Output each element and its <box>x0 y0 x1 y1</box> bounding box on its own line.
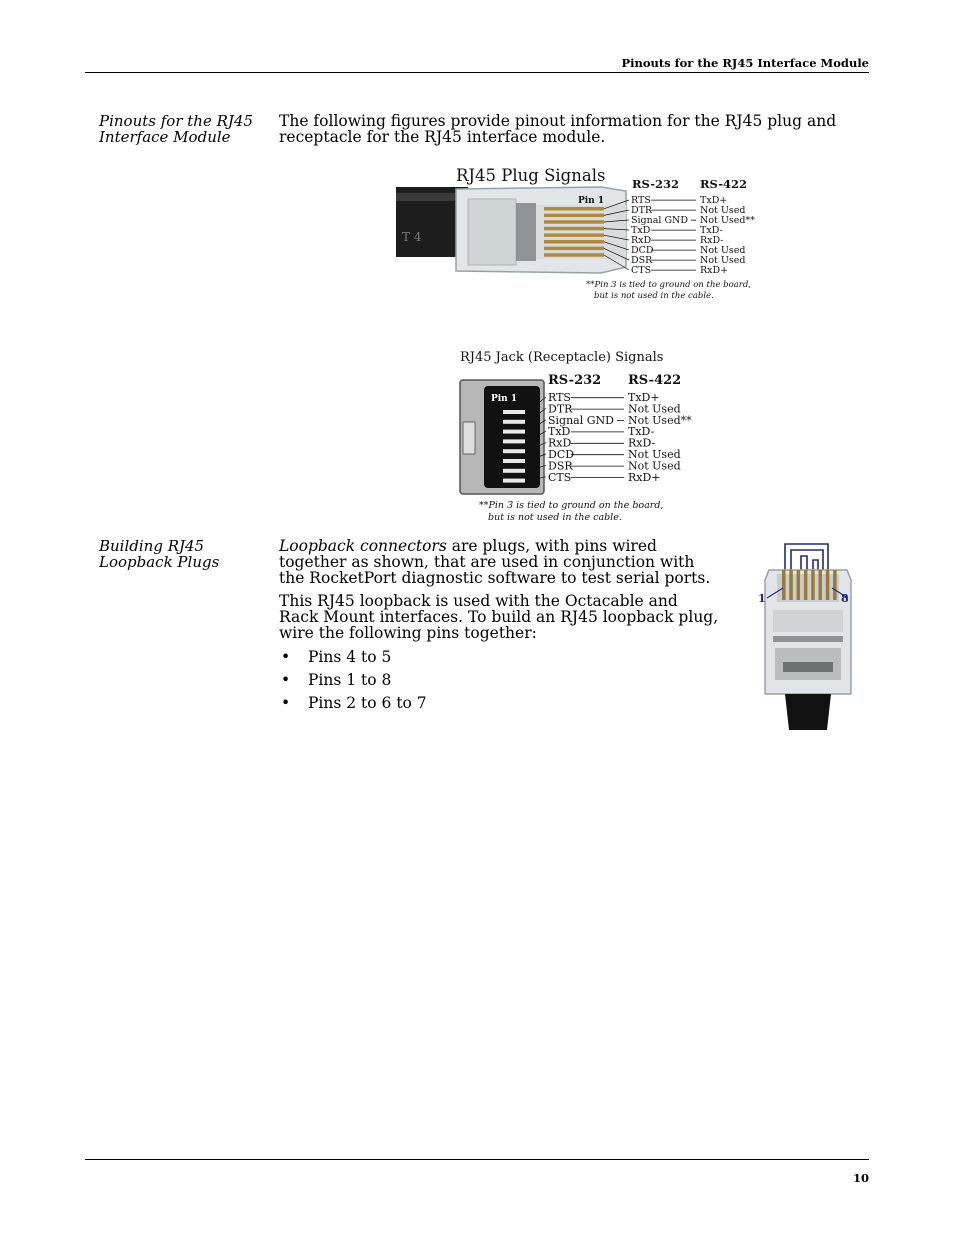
plug-contact <box>544 214 604 218</box>
signal-rs232: DCD <box>548 448 575 461</box>
header-rule <box>85 72 869 73</box>
loopback-contact <box>819 570 823 600</box>
signal-rs232: Signal GND <box>548 413 614 427</box>
jack-col-rs422: RS-422 <box>628 373 682 388</box>
loopback-contact <box>789 570 793 600</box>
section-heading-pinouts <box>99 113 253 145</box>
jack-pin1-label: Pin 1 <box>491 394 518 404</box>
plug-figure-title: RJ45 Plug Signals <box>456 166 606 185</box>
signal-rs232: DCD <box>631 245 654 256</box>
plug-pin1-label: Pin 1 <box>578 196 605 206</box>
jack-figure-title: RJ45 Jack (Receptacle) Signals <box>460 350 664 365</box>
plug-contact <box>544 233 604 237</box>
plug-note-line1: **Pin 3 is tied to ground on the board, <box>586 280 752 290</box>
jack-contact <box>503 430 525 434</box>
plug-col-rs422: RS-422 <box>700 177 748 191</box>
jack-contact <box>503 479 525 483</box>
pin-wiring-list <box>279 648 427 717</box>
loopback-contact <box>804 570 808 600</box>
signal-rs232: DSR <box>631 255 653 266</box>
signal-rs422: Not Used** <box>628 413 692 427</box>
plug-contact <box>544 247 604 251</box>
signal-rs422: Not Used <box>700 245 746 256</box>
jack-contact <box>503 459 525 463</box>
plug-contact <box>544 240 604 244</box>
plug-contact <box>544 207 604 211</box>
loopback-paragraph-1-text: are plugs, with pins wired together as shown, that are used in conjunction with the RocketPort diagnostic software to test serial ports. <box>279 537 711 587</box>
signal-rs422: TxD+ <box>700 195 728 206</box>
jack-contact <box>503 439 525 443</box>
signal-rs422: RxD- <box>628 436 656 450</box>
signal-rs232: DSR <box>548 459 573 473</box>
loopback-term: Loopback connectors <box>279 537 447 555</box>
signal-rs422: Not Used <box>628 459 681 473</box>
loopback-contact <box>811 570 815 600</box>
section-heading-line: Building RJ45 <box>99 537 205 555</box>
jack-contact <box>503 469 525 473</box>
jack-note-line1: **Pin 3 is tied to ground on the board, <box>479 500 664 511</box>
signal-rs232: TxD <box>631 225 651 236</box>
signal-rs422: TxD+ <box>628 391 660 404</box>
loopback-contact <box>797 570 801 600</box>
list-item: • Pins 1 to 8 <box>279 671 427 694</box>
loopback-plug-figure <box>755 540 860 732</box>
section-heading-loopback <box>99 538 219 570</box>
list-item: • Pins 2 to 6 to 7 <box>279 694 427 717</box>
plug-note-line2: but is not used in the cable. <box>594 291 714 301</box>
footer-rule <box>85 1159 869 1160</box>
loopback-contact <box>833 570 837 600</box>
signal-rs232: Signal GND <box>631 215 688 226</box>
signal-rs232: DTR <box>548 402 573 416</box>
section-heading-line: Pinouts for the RJ45 <box>99 112 253 130</box>
loopback-cable <box>785 694 831 730</box>
signal-rs422: TxD- <box>700 225 723 236</box>
loopback-paragraph-2: This RJ45 loopback is used with the Octacable and Rack Mount interfaces. To build an RJ45 loopback plug, wire the following pins together: <box>279 592 719 642</box>
signal-rs232: CTS <box>548 470 572 484</box>
signal-rs422: Not Used <box>628 402 681 416</box>
signal-rs232: CTS <box>631 265 652 276</box>
jack-col-rs232: RS-232 <box>548 373 602 388</box>
signal-rs232: RTS <box>548 391 571 404</box>
signal-rs422: RxD+ <box>700 265 729 276</box>
signal-rs232: RxD <box>631 235 652 246</box>
running-header-title: Pinouts for the RJ45 Interface Module <box>621 56 869 70</box>
loopback-paragraph-1 <box>279 538 719 586</box>
intro-paragraph: The following figures provide pinout information for the RJ45 plug and receptacle for the RJ45 interface module. <box>279 112 837 146</box>
page-number: 10 <box>852 1171 869 1185</box>
rj45-plug-figure <box>396 157 760 304</box>
signal-rs232: RTS <box>631 195 651 206</box>
signal-rs232: TxD <box>548 425 571 439</box>
signal-rs422: Not Used <box>628 448 681 461</box>
plug-contact <box>544 253 604 257</box>
signal-rs422: Not Used <box>700 205 746 216</box>
list-item: • Pins 4 to 5 <box>279 648 427 671</box>
loopback-pin1-label: 1 <box>758 592 766 605</box>
section-heading-line: Interface Module <box>99 128 231 146</box>
loopback-contact <box>782 570 786 600</box>
section-heading-line: Loopback Plugs <box>99 553 220 571</box>
signal-rs422: Not Used <box>700 255 746 266</box>
cable-marking: T 4 <box>402 230 422 244</box>
loopback-contact <box>826 570 830 600</box>
signal-rs422: RxD- <box>700 235 724 246</box>
jack-contact <box>503 420 525 424</box>
rj45-jack-figure <box>455 346 700 526</box>
jack-note-line2: but is not used in the cable. <box>488 512 622 523</box>
loopback-pin8-label: 8 <box>841 592 849 605</box>
signal-rs422: RxD+ <box>628 470 661 484</box>
signal-rs422: Not Used** <box>700 215 755 226</box>
signal-rs422: TxD- <box>628 425 655 439</box>
plug-col-rs232: RS-232 <box>632 177 680 191</box>
plug-contact <box>544 227 604 231</box>
jack-contact <box>503 410 525 414</box>
plug-contact <box>544 220 604 224</box>
signal-rs232: RxD <box>548 436 572 450</box>
signal-rs232: DTR <box>631 205 653 216</box>
jack-contact <box>503 449 525 453</box>
